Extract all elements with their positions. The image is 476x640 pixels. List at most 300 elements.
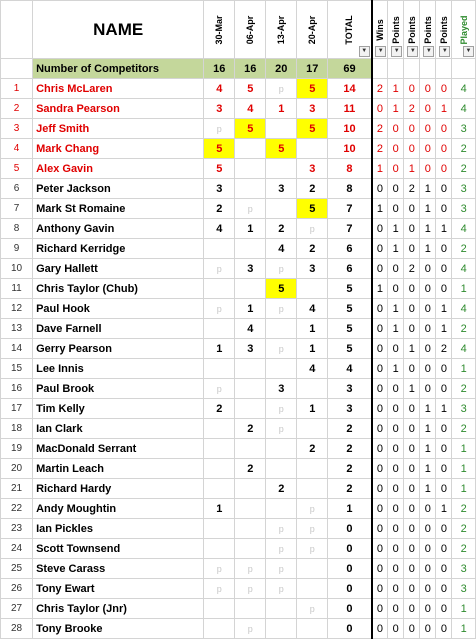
breakdown-cell[interactable]: 0 — [372, 599, 388, 619]
breakdown-cell[interactable]: 0 — [436, 619, 452, 639]
wins-column-header[interactable] — [372, 1, 388, 59]
total-cell[interactable]: 5 — [328, 279, 372, 299]
played-cell[interactable]: 4 — [452, 79, 476, 99]
score-cell[interactable]: 3 — [297, 99, 328, 119]
score-cell[interactable]: 3 — [204, 179, 235, 199]
score-cell[interactable] — [204, 279, 235, 299]
score-cell[interactable] — [297, 559, 328, 579]
score-cell[interactable] — [204, 239, 235, 259]
breakdown-cell[interactable]: 0 — [436, 279, 452, 299]
competitor-count[interactable]: 16 — [204, 59, 235, 79]
breakdown-cell[interactable]: 0 — [388, 379, 404, 399]
breakdown-cell[interactable]: 0 — [436, 179, 452, 199]
filter-dropdown-icon[interactable]: ▼ — [423, 46, 434, 57]
breakdown-cell[interactable]: 0 — [388, 399, 404, 419]
score-cell[interactable] — [297, 619, 328, 639]
breakdown-cell[interactable]: 0 — [436, 519, 452, 539]
breakdown-cell[interactable]: 1 — [420, 199, 436, 219]
breakdown-cell[interactable]: 0 — [436, 599, 452, 619]
total-cell[interactable]: 10 — [328, 139, 372, 159]
filter-dropdown-icon[interactable]: ▼ — [391, 46, 402, 57]
breakdown-cell[interactable]: 0 — [388, 439, 404, 459]
score-cell[interactable] — [204, 539, 235, 559]
total-cell[interactable]: 5 — [328, 339, 372, 359]
breakdown-cell[interactable]: 0 — [404, 279, 420, 299]
breakdown-cell[interactable]: 0 — [388, 339, 404, 359]
breakdown-cell[interactable]: 0 — [420, 379, 436, 399]
score-cell[interactable] — [204, 619, 235, 639]
competitor-name[interactable]: Mark St Romaine — [33, 199, 204, 219]
breakdown-cell[interactable]: 0 — [372, 539, 388, 559]
filter-dropdown-icon[interactable]: ▼ — [439, 46, 450, 57]
score-cell[interactable]: 2 — [235, 419, 266, 439]
score-cell[interactable] — [235, 139, 266, 159]
score-cell[interactable] — [235, 379, 266, 399]
played-cell[interactable]: 2 — [452, 319, 476, 339]
competitor-count[interactable]: 16 — [235, 59, 266, 79]
score-cell[interactable]: 3 — [204, 99, 235, 119]
score-cell[interactable] — [235, 159, 266, 179]
breakdown-cell[interactable]: 2 — [372, 79, 388, 99]
breakdown-cell[interactable]: 0 — [436, 579, 452, 599]
score-cell[interactable]: p — [297, 599, 328, 619]
score-cell[interactable] — [204, 459, 235, 479]
breakdown-cell[interactable]: 0 — [404, 119, 420, 139]
score-cell[interactable] — [297, 139, 328, 159]
breakdown-cell[interactable]: 0 — [404, 299, 420, 319]
breakdown-cell[interactable]: 0 — [388, 459, 404, 479]
score-cell[interactable]: p — [266, 79, 297, 99]
score-cell[interactable]: 3 — [235, 259, 266, 279]
total-cell[interactable]: 1 — [328, 499, 372, 519]
competitor-name[interactable]: Richard Hardy — [33, 479, 204, 499]
score-cell[interactable]: p — [266, 259, 297, 279]
competitor-name[interactable]: Andy Moughtin — [33, 499, 204, 519]
total-cell[interactable]: 0 — [328, 599, 372, 619]
competitor-name[interactable]: Chris McLaren — [33, 79, 204, 99]
breakdown-cell[interactable]: 0 — [436, 239, 452, 259]
empty-cell[interactable] — [420, 59, 436, 79]
breakdown-cell[interactable]: 2 — [404, 99, 420, 119]
breakdown-cell[interactable]: 0 — [420, 279, 436, 299]
score-cell[interactable]: p — [266, 419, 297, 439]
breakdown-cell[interactable]: 0 — [420, 139, 436, 159]
breakdown-cell[interactable]: 0 — [404, 359, 420, 379]
score-cell[interactable]: 2 — [297, 239, 328, 259]
played-column-header[interactable] — [452, 1, 476, 59]
score-cell[interactable] — [297, 419, 328, 439]
played-cell[interactable]: 1 — [452, 459, 476, 479]
breakdown-cell[interactable]: 0 — [404, 559, 420, 579]
breakdown-cell[interactable]: 1 — [436, 99, 452, 119]
played-cell[interactable]: 3 — [452, 119, 476, 139]
score-cell[interactable]: 4 — [204, 79, 235, 99]
played-cell[interactable]: 1 — [452, 479, 476, 499]
total-cell[interactable]: 5 — [328, 299, 372, 319]
score-cell[interactable] — [266, 359, 297, 379]
total-cell[interactable]: 14 — [328, 79, 372, 99]
score-cell[interactable]: p — [204, 259, 235, 279]
competitor-name[interactable]: Tony Ewart — [33, 579, 204, 599]
total-cell[interactable]: 3 — [328, 399, 372, 419]
breakdown-cell[interactable]: 0 — [372, 579, 388, 599]
breakdown-cell[interactable]: 0 — [436, 259, 452, 279]
competitor-name[interactable]: Ian Clark — [33, 419, 204, 439]
score-cell[interactable]: 5 — [297, 199, 328, 219]
score-cell[interactable]: 5 — [266, 139, 297, 159]
breakdown-cell[interactable]: 2 — [404, 179, 420, 199]
breakdown-cell[interactable]: 1 — [388, 239, 404, 259]
competitor-total[interactable]: 69 — [328, 59, 372, 79]
score-cell[interactable]: 4 — [266, 239, 297, 259]
score-cell[interactable] — [235, 519, 266, 539]
score-cell[interactable]: 2 — [204, 399, 235, 419]
total-cell[interactable]: 10 — [328, 119, 372, 139]
score-cell[interactable]: 5 — [204, 159, 235, 179]
total-cell[interactable]: 0 — [328, 539, 372, 559]
score-cell[interactable]: 5 — [297, 119, 328, 139]
competitor-name[interactable]: Richard Kerridge — [33, 239, 204, 259]
total-cell[interactable]: 0 — [328, 559, 372, 579]
score-cell[interactable]: p — [204, 579, 235, 599]
score-cell[interactable]: p — [235, 559, 266, 579]
breakdown-cell[interactable]: 0 — [420, 339, 436, 359]
score-cell[interactable] — [297, 379, 328, 399]
breakdown-cell[interactable]: 2 — [372, 139, 388, 159]
breakdown-cell[interactable]: 1 — [388, 359, 404, 379]
score-cell[interactable]: p — [297, 519, 328, 539]
score-cell[interactable] — [235, 239, 266, 259]
breakdown-cell[interactable]: 0 — [436, 379, 452, 399]
breakdown-cell[interactable]: 0 — [372, 339, 388, 359]
played-cell[interactable]: 4 — [452, 259, 476, 279]
total-cell[interactable]: 11 — [328, 99, 372, 119]
score-cell[interactable]: 1 — [266, 99, 297, 119]
competitor-name[interactable]: Scott Townsend — [33, 539, 204, 559]
played-cell[interactable]: 2 — [452, 419, 476, 439]
score-cell[interactable]: 1 — [235, 299, 266, 319]
score-cell[interactable] — [235, 399, 266, 419]
total-cell[interactable]: 6 — [328, 239, 372, 259]
breakdown-cell[interactable]: 0 — [372, 479, 388, 499]
competitor-name[interactable]: Anthony Gavin — [33, 219, 204, 239]
breakdown-cell[interactable]: 0 — [420, 359, 436, 379]
breakdown-cell[interactable]: 0 — [404, 579, 420, 599]
played-cell[interactable]: 4 — [452, 99, 476, 119]
empty-cell[interactable] — [388, 59, 404, 79]
breakdown-cell[interactable]: 0 — [404, 499, 420, 519]
total-cell[interactable]: 4 — [328, 359, 372, 379]
filter-dropdown-icon[interactable]: ▼ — [359, 46, 370, 57]
score-cell[interactable] — [235, 479, 266, 499]
score-cell[interactable]: p — [297, 499, 328, 519]
breakdown-cell[interactable]: 0 — [420, 159, 436, 179]
breakdown-cell[interactable]: 0 — [404, 599, 420, 619]
breakdown-cell[interactable]: 1 — [420, 219, 436, 239]
breakdown-cell[interactable]: 0 — [420, 99, 436, 119]
breakdown-cell[interactable]: 1 — [420, 479, 436, 499]
competitor-name[interactable]: MacDonald Serrant — [33, 439, 204, 459]
score-cell[interactable] — [297, 279, 328, 299]
breakdown-cell[interactable]: 0 — [404, 479, 420, 499]
breakdown-cell[interactable]: 0 — [388, 499, 404, 519]
played-cell[interactable]: 4 — [452, 299, 476, 319]
score-cell[interactable]: 2 — [235, 459, 266, 479]
played-cell[interactable]: 1 — [452, 619, 476, 639]
competitor-name[interactable]: Alex Gavin — [33, 159, 204, 179]
breakdown-cell[interactable]: 1 — [388, 299, 404, 319]
played-cell[interactable]: 2 — [452, 519, 476, 539]
breakdown-cell[interactable]: 0 — [388, 619, 404, 639]
breakdown-cell[interactable]: 1 — [420, 459, 436, 479]
breakdown-cell[interactable]: 0 — [420, 619, 436, 639]
score-cell[interactable] — [204, 599, 235, 619]
breakdown-cell[interactable]: 0 — [420, 499, 436, 519]
played-cell[interactable]: 1 — [452, 359, 476, 379]
competitor-name[interactable]: Lee Innis — [33, 359, 204, 379]
score-cell[interactable]: 4 — [235, 99, 266, 119]
total-cell[interactable]: 2 — [328, 479, 372, 499]
points-column-header[interactable] — [404, 1, 420, 59]
breakdown-cell[interactable]: 0 — [436, 539, 452, 559]
score-cell[interactable] — [235, 599, 266, 619]
score-cell[interactable] — [266, 159, 297, 179]
breakdown-cell[interactable]: 0 — [388, 599, 404, 619]
score-cell[interactable] — [297, 579, 328, 599]
score-cell[interactable]: p — [266, 559, 297, 579]
breakdown-cell[interactable]: 1 — [420, 239, 436, 259]
breakdown-cell[interactable]: 0 — [388, 579, 404, 599]
score-cell[interactable] — [204, 479, 235, 499]
score-cell[interactable]: 5 — [235, 119, 266, 139]
breakdown-cell[interactable]: 0 — [436, 459, 452, 479]
score-cell[interactable] — [235, 359, 266, 379]
score-cell[interactable]: 3 — [235, 339, 266, 359]
played-cell[interactable]: 1 — [452, 279, 476, 299]
breakdown-cell[interactable]: 0 — [372, 99, 388, 119]
played-cell[interactable]: 4 — [452, 219, 476, 239]
breakdown-cell[interactable]: 0 — [388, 159, 404, 179]
score-cell[interactable] — [235, 499, 266, 519]
total-cell[interactable]: 0 — [328, 579, 372, 599]
played-cell[interactable]: 3 — [452, 199, 476, 219]
score-cell[interactable]: p — [297, 539, 328, 559]
breakdown-cell[interactable]: 0 — [372, 399, 388, 419]
breakdown-cell[interactable]: 0 — [388, 539, 404, 559]
competitor-count[interactable]: 20 — [266, 59, 297, 79]
breakdown-cell[interactable]: 0 — [404, 139, 420, 159]
breakdown-cell[interactable]: 0 — [436, 159, 452, 179]
breakdown-cell[interactable]: 0 — [404, 79, 420, 99]
score-cell[interactable] — [235, 179, 266, 199]
breakdown-cell[interactable]: 0 — [372, 439, 388, 459]
breakdown-cell[interactable]: 0 — [404, 219, 420, 239]
score-cell[interactable] — [266, 459, 297, 479]
score-cell[interactable]: 1 — [235, 219, 266, 239]
played-cell[interactable]: 2 — [452, 239, 476, 259]
breakdown-cell[interactable]: 0 — [388, 199, 404, 219]
breakdown-cell[interactable]: 0 — [420, 119, 436, 139]
score-cell[interactable]: 1 — [297, 339, 328, 359]
breakdown-cell[interactable]: 1 — [436, 219, 452, 239]
played-cell[interactable]: 2 — [452, 139, 476, 159]
filter-dropdown-icon[interactable]: ▼ — [407, 46, 418, 57]
score-cell[interactable]: p — [204, 379, 235, 399]
breakdown-cell[interactable]: 1 — [372, 199, 388, 219]
score-cell[interactable] — [266, 619, 297, 639]
score-cell[interactable]: 5 — [266, 279, 297, 299]
score-cell[interactable]: 5 — [297, 79, 328, 99]
competitor-name[interactable]: Gary Hallett — [33, 259, 204, 279]
points-column-header[interactable] — [436, 1, 452, 59]
breakdown-cell[interactable]: 0 — [388, 119, 404, 139]
breakdown-cell[interactable]: 0 — [420, 539, 436, 559]
score-cell[interactable]: 2 — [297, 439, 328, 459]
score-cell[interactable]: 3 — [297, 259, 328, 279]
score-cell[interactable]: 2 — [266, 219, 297, 239]
score-cell[interactable]: 5 — [235, 79, 266, 99]
score-cell[interactable] — [297, 459, 328, 479]
score-cell[interactable]: p — [297, 219, 328, 239]
score-cell[interactable]: p — [235, 579, 266, 599]
breakdown-cell[interactable]: 1 — [388, 79, 404, 99]
breakdown-cell[interactable]: 0 — [372, 619, 388, 639]
breakdown-cell[interactable]: 0 — [388, 259, 404, 279]
total-cell[interactable]: 7 — [328, 219, 372, 239]
breakdown-cell[interactable]: 0 — [420, 79, 436, 99]
breakdown-cell[interactable]: 2 — [372, 119, 388, 139]
breakdown-cell[interactable]: 0 — [404, 619, 420, 639]
breakdown-cell[interactable]: 1 — [388, 219, 404, 239]
breakdown-cell[interactable]: 0 — [404, 199, 420, 219]
breakdown-cell[interactable]: 1 — [388, 319, 404, 339]
empty-cell[interactable] — [436, 59, 452, 79]
played-cell[interactable]: 2 — [452, 159, 476, 179]
score-cell[interactable] — [297, 479, 328, 499]
breakdown-cell[interactable]: 0 — [372, 459, 388, 479]
total-cell[interactable]: 2 — [328, 459, 372, 479]
score-cell[interactable]: 4 — [235, 319, 266, 339]
competitor-name[interactable]: Martin Leach — [33, 459, 204, 479]
total-cell[interactable]: 0 — [328, 519, 372, 539]
played-cell[interactable]: 3 — [452, 179, 476, 199]
breakdown-cell[interactable]: 1 — [372, 159, 388, 179]
score-cell[interactable]: p — [204, 119, 235, 139]
played-cell[interactable]: 2 — [452, 539, 476, 559]
score-cell[interactable] — [204, 359, 235, 379]
competitor-name[interactable]: Steve Carass — [33, 559, 204, 579]
score-cell[interactable]: 2 — [204, 199, 235, 219]
total-cell[interactable]: 7 — [328, 199, 372, 219]
score-cell[interactable]: 3 — [266, 179, 297, 199]
breakdown-cell[interactable]: 0 — [372, 219, 388, 239]
breakdown-cell[interactable]: 0 — [404, 319, 420, 339]
breakdown-cell[interactable]: 0 — [436, 199, 452, 219]
score-cell[interactable]: 1 — [297, 319, 328, 339]
breakdown-cell[interactable]: 0 — [404, 439, 420, 459]
score-cell[interactable]: p — [204, 559, 235, 579]
breakdown-cell[interactable]: 0 — [436, 139, 452, 159]
points-column-header[interactable] — [420, 1, 436, 59]
played-cell[interactable]: 2 — [452, 379, 476, 399]
score-cell[interactable] — [235, 539, 266, 559]
breakdown-cell[interactable]: 0 — [372, 299, 388, 319]
breakdown-cell[interactable]: 1 — [436, 399, 452, 419]
breakdown-cell[interactable]: 0 — [404, 399, 420, 419]
breakdown-cell[interactable]: 0 — [404, 419, 420, 439]
breakdown-cell[interactable]: 0 — [388, 519, 404, 539]
breakdown-cell[interactable]: 0 — [420, 319, 436, 339]
score-cell[interactable]: 5 — [204, 139, 235, 159]
total-cell[interactable]: 6 — [328, 259, 372, 279]
score-cell[interactable]: 4 — [297, 299, 328, 319]
breakdown-cell[interactable]: 0 — [404, 519, 420, 539]
competitor-name[interactable]: Peter Jackson — [33, 179, 204, 199]
competitor-name[interactable]: Mark Chang — [33, 139, 204, 159]
breakdown-cell[interactable]: 0 — [420, 259, 436, 279]
filter-dropdown-icon[interactable]: ▼ — [375, 46, 386, 57]
score-cell[interactable] — [266, 599, 297, 619]
score-cell[interactable]: 4 — [204, 219, 235, 239]
breakdown-cell[interactable]: 1 — [404, 159, 420, 179]
score-cell[interactable] — [204, 319, 235, 339]
total-cell[interactable]: 0 — [328, 619, 372, 639]
total-cell[interactable]: 2 — [328, 439, 372, 459]
breakdown-cell[interactable]: 0 — [372, 519, 388, 539]
filter-dropdown-icon[interactable]: ▼ — [463, 46, 474, 57]
score-cell[interactable] — [204, 439, 235, 459]
empty-cell[interactable] — [372, 59, 388, 79]
played-cell[interactable]: 2 — [452, 499, 476, 519]
empty-cell[interactable] — [452, 59, 476, 79]
score-cell[interactable]: p — [266, 539, 297, 559]
breakdown-cell[interactable]: 0 — [372, 359, 388, 379]
score-cell[interactable]: p — [266, 399, 297, 419]
score-cell[interactable] — [266, 319, 297, 339]
breakdown-cell[interactable]: 0 — [436, 479, 452, 499]
score-cell[interactable] — [235, 279, 266, 299]
breakdown-cell[interactable]: 1 — [436, 499, 452, 519]
breakdown-cell[interactable]: 1 — [436, 299, 452, 319]
breakdown-cell[interactable]: 0 — [436, 359, 452, 379]
breakdown-cell[interactable]: 0 — [420, 599, 436, 619]
competitor-name[interactable]: Tony Brooke — [33, 619, 204, 639]
breakdown-cell[interactable]: 0 — [388, 559, 404, 579]
breakdown-cell[interactable]: 0 — [372, 179, 388, 199]
competitor-name[interactable]: Gerry Pearson — [33, 339, 204, 359]
breakdown-cell[interactable]: 1 — [404, 339, 420, 359]
competitor-count[interactable]: 17 — [297, 59, 328, 79]
score-cell[interactable]: 4 — [297, 359, 328, 379]
breakdown-cell[interactable]: 0 — [372, 259, 388, 279]
played-cell[interactable]: 1 — [452, 439, 476, 459]
breakdown-cell[interactable]: 0 — [372, 499, 388, 519]
total-column-header[interactable] — [328, 1, 372, 59]
breakdown-cell[interactable]: 0 — [372, 559, 388, 579]
played-cell[interactable]: 1 — [452, 599, 476, 619]
score-cell[interactable]: 3 — [297, 159, 328, 179]
points-column-header[interactable] — [388, 1, 404, 59]
breakdown-cell[interactable]: 0 — [372, 419, 388, 439]
competitor-name[interactable]: Jeff Smith — [33, 119, 204, 139]
score-cell[interactable]: p — [266, 339, 297, 359]
breakdown-cell[interactable]: 0 — [436, 79, 452, 99]
score-cell[interactable]: p — [266, 519, 297, 539]
score-cell[interactable] — [266, 119, 297, 139]
competitor-name[interactable]: Chris Taylor (Jnr) — [33, 599, 204, 619]
breakdown-cell[interactable]: 1 — [436, 319, 452, 339]
total-cell[interactable]: 2 — [328, 419, 372, 439]
